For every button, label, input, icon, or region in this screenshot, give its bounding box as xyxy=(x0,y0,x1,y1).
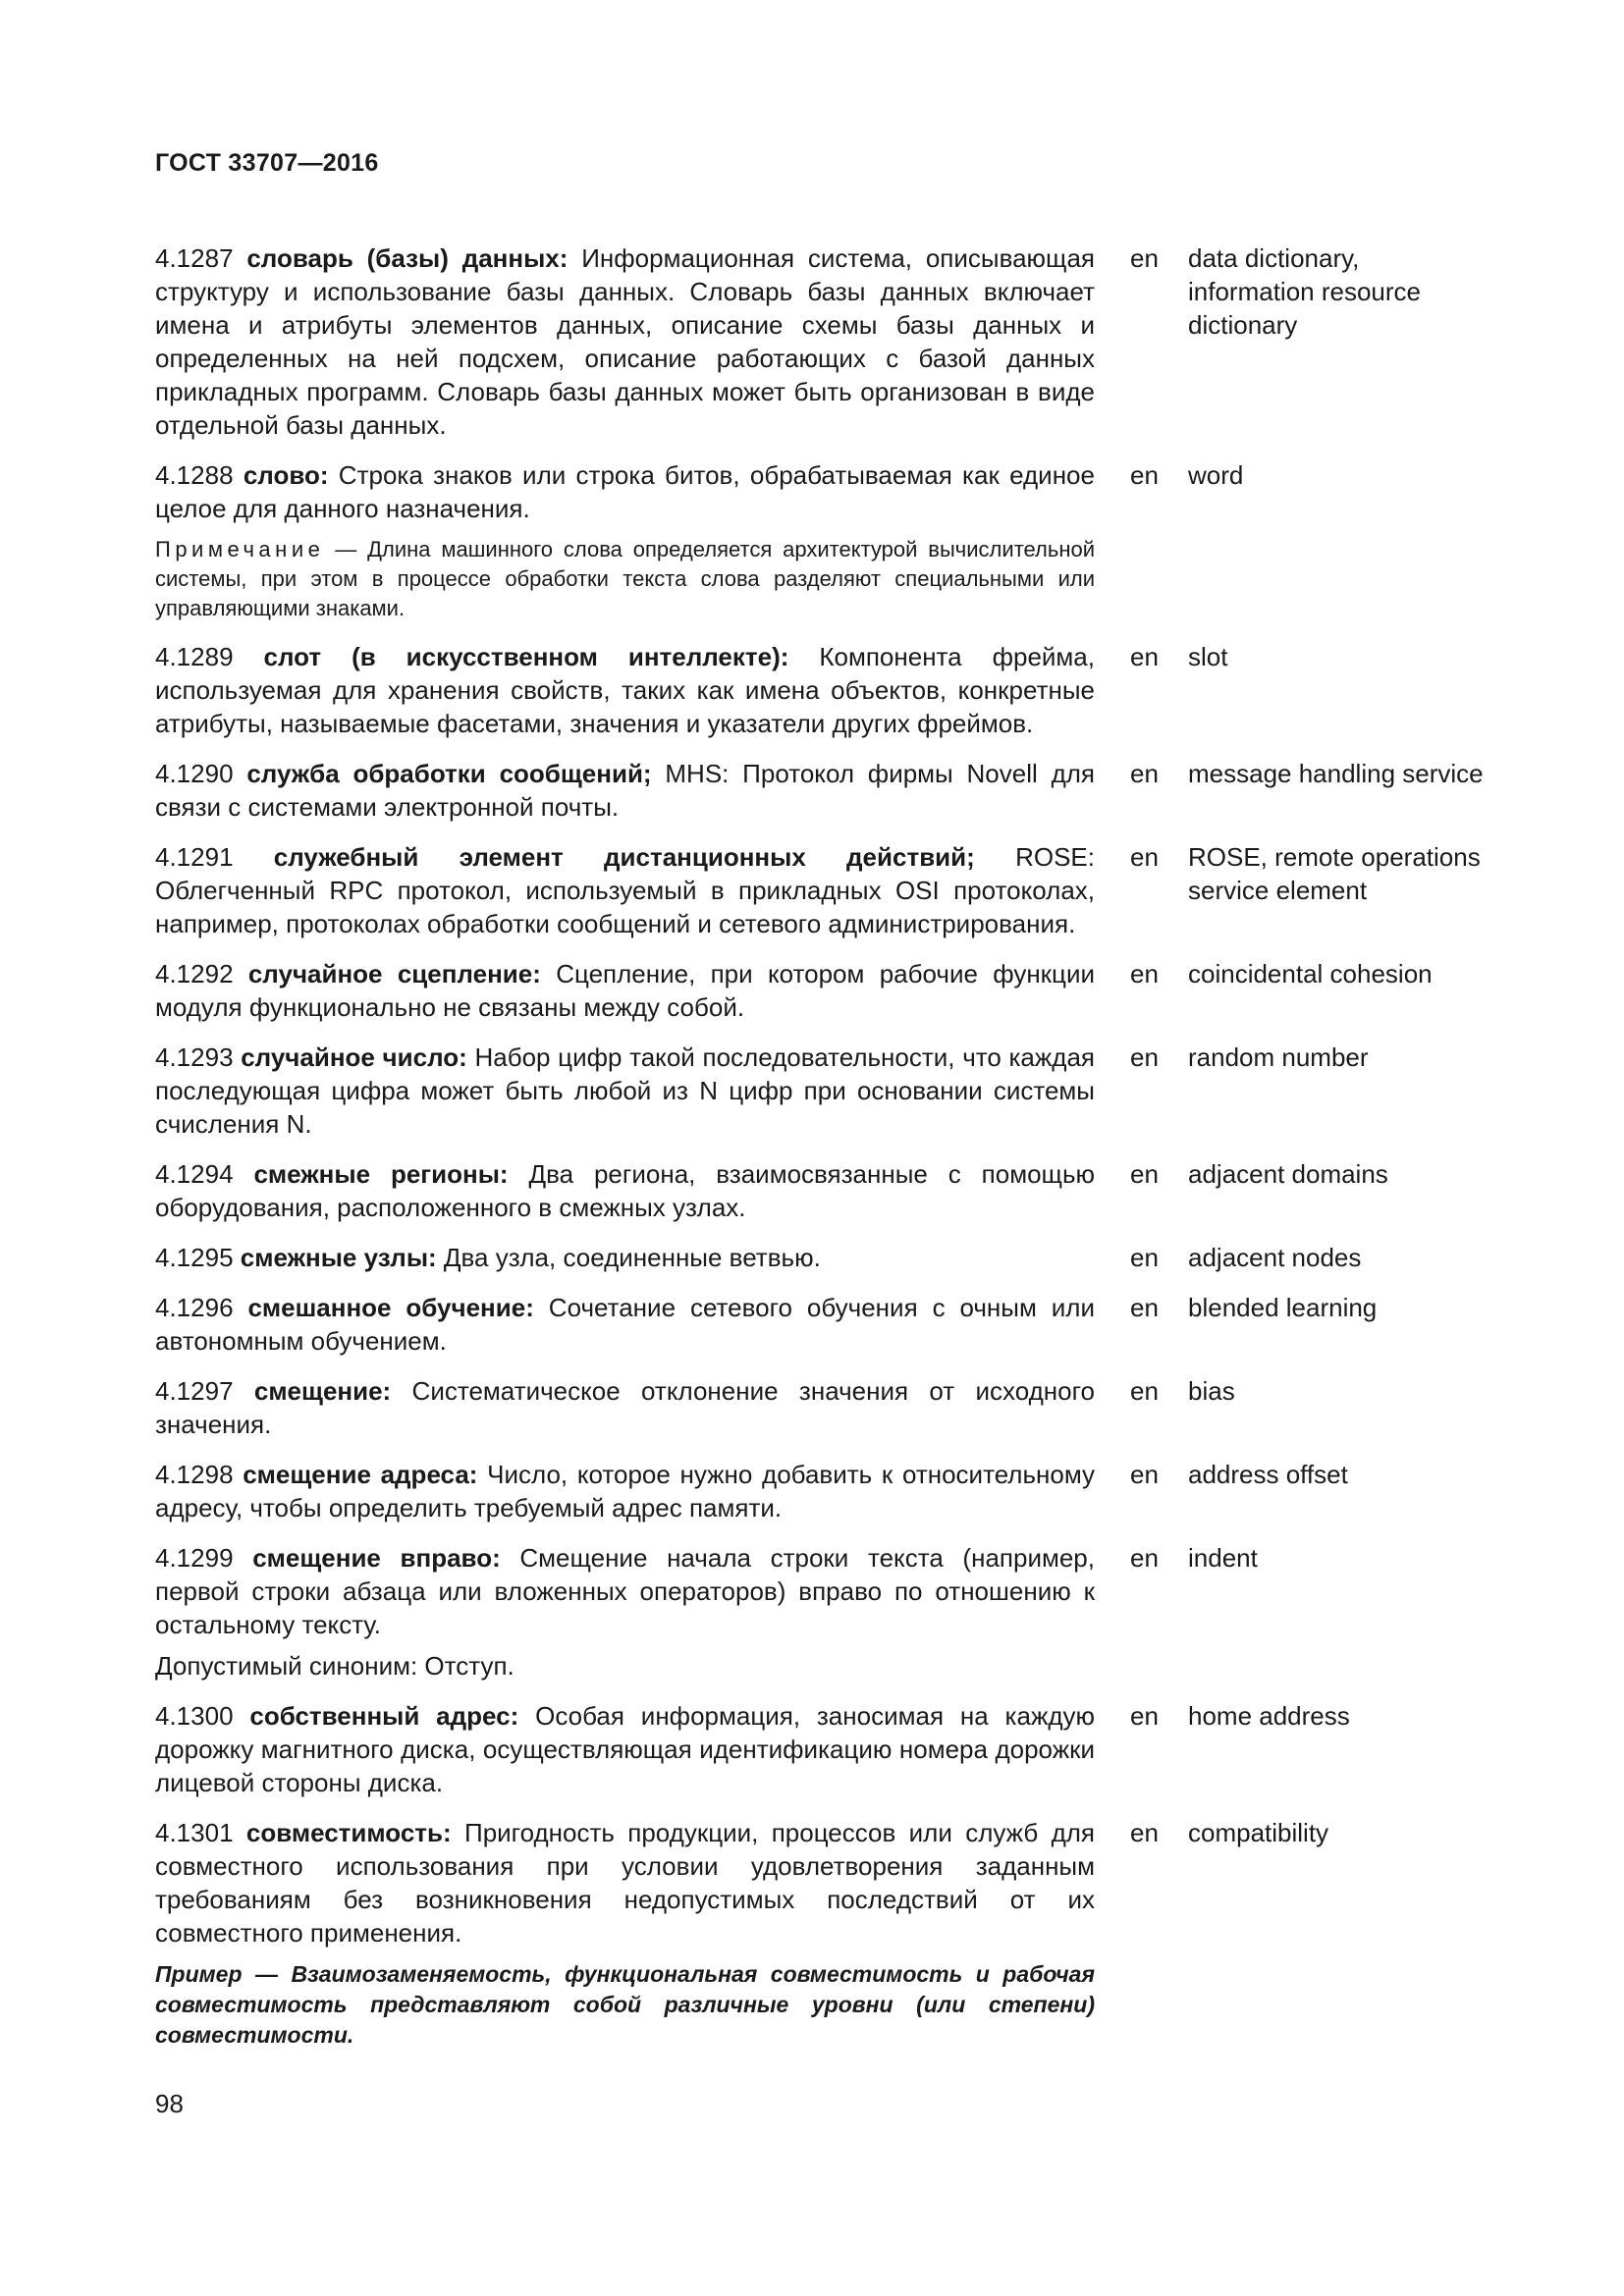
english-equivalent: indent xyxy=(1188,1543,1258,1573)
english-equivalent: compatibility xyxy=(1188,1818,1329,1847)
term-entry xyxy=(155,840,1490,940)
term-entry xyxy=(155,757,1490,824)
term-name: случайное число: xyxy=(241,1042,467,1072)
language-code: en xyxy=(1130,642,1159,671)
definition-text: Два узла, соединенные ветвью. xyxy=(443,1243,821,1272)
russian-definition xyxy=(155,1374,1095,1441)
language-code: en xyxy=(1130,1159,1159,1189)
term-number: 4.1292 xyxy=(155,959,234,988)
term-number: 4.1291 xyxy=(155,842,234,872)
term-name: слот (в искусственном интеллекте): xyxy=(263,642,789,671)
term-entry xyxy=(155,1699,1490,1799)
russian-definition xyxy=(155,458,1095,623)
english-equivalent: data dictionary, information resource dictionary xyxy=(1188,243,1421,340)
note-label: Примечание xyxy=(155,537,325,561)
russian-definition xyxy=(155,1041,1095,1141)
definition-text: Особая информация, заносимая на каждую дорожку магнитного диска, осуществляющая идентификацию номера дорожки лицевой стороны диска. xyxy=(155,1701,1096,1797)
english-equivalent: word xyxy=(1188,460,1244,490)
term-name: совместимость: xyxy=(245,1818,452,1847)
definition-paragraph xyxy=(155,757,1095,824)
term-number: 4.1296 xyxy=(155,1293,234,1322)
term-number: 4.1300 xyxy=(155,1701,234,1731)
synonym: Допустимый синоним: Отступ. xyxy=(155,1651,514,1681)
russian-definition xyxy=(155,1241,1095,1274)
document-header: ГОСТ 33707—2016 xyxy=(155,149,379,177)
russian-definition xyxy=(155,241,1095,442)
definition-text: Пригодность продукции, процессов или служб для совместного использования при условии удовлетворения заданным требованиям без возникновения недопустимых последствий от их совместного применения. xyxy=(155,1818,1095,1948)
definition-paragraph xyxy=(155,1699,1095,1799)
english-equivalent: bias xyxy=(1188,1376,1235,1406)
definition-paragraph xyxy=(155,241,1095,442)
note xyxy=(155,535,1095,623)
russian-definition xyxy=(155,640,1095,740)
english-equivalent: slot xyxy=(1188,642,1228,671)
definition-text: Сочетание сетевого обучения с очным или автономным обучением. xyxy=(155,1293,1095,1356)
term-entry xyxy=(155,1241,1490,1274)
term-number: 4.1290 xyxy=(155,759,234,788)
term-number: 4.1289 xyxy=(155,642,234,671)
term-name: смежные регионы: xyxy=(253,1159,509,1189)
term-entry xyxy=(155,458,1490,623)
term-entries xyxy=(155,241,1490,2067)
definition-text: Два региона, взаимосвязанные с помощью оборудования, расположенного в смежных узлах. xyxy=(155,1159,1095,1222)
language-code: en xyxy=(1130,1818,1159,1847)
language-code: en xyxy=(1130,1460,1159,1489)
definition-paragraph xyxy=(155,1241,1095,1274)
definition-paragraph xyxy=(155,640,1095,740)
english-equivalent: adjacent domains xyxy=(1188,1159,1388,1189)
language-code: en xyxy=(1130,959,1159,988)
term-number: 4.1287 xyxy=(155,243,234,273)
language-code: en xyxy=(1130,759,1159,788)
term-name: собственный адрес: xyxy=(249,1701,519,1731)
example: Пример — Взаимозаменяемость, функциональная совместимость и рабочая совместимость представляют собой различные уровни (или степени) совместимости. xyxy=(155,1961,1095,2048)
language-code: en xyxy=(1130,1376,1159,1406)
term-entry xyxy=(155,1291,1490,1358)
term-entry xyxy=(155,957,1490,1024)
english-equivalent: home address xyxy=(1188,1701,1350,1731)
term-entry xyxy=(155,1041,1490,1141)
term-name: служба обработки сообщений; xyxy=(246,759,652,788)
russian-definition xyxy=(155,1541,1095,1682)
term-number: 4.1293 xyxy=(155,1042,234,1072)
definition-paragraph xyxy=(155,1816,1095,1949)
term-entry xyxy=(155,1458,1490,1524)
english-equivalent: ROSE, remote operations service element xyxy=(1188,842,1481,905)
definition-paragraph xyxy=(155,1458,1095,1524)
russian-definition xyxy=(155,1291,1095,1358)
term-entry xyxy=(155,1541,1490,1682)
page-number: 98 xyxy=(155,2089,184,2118)
english-equivalent: adjacent nodes xyxy=(1188,1243,1362,1272)
term-number: 4.1301 xyxy=(155,1818,234,1847)
term-number: 4.1288 xyxy=(155,460,234,490)
definition-text: Набор цифр такой последовательности, что каждая последующая цифра может быть любой из N цифр при основании системы счисления N. xyxy=(155,1042,1095,1139)
russian-definition xyxy=(155,757,1095,824)
term-number: 4.1299 xyxy=(155,1543,234,1573)
term-entry xyxy=(155,640,1490,740)
term-entry xyxy=(155,1157,1490,1224)
language-code: en xyxy=(1130,1293,1159,1322)
term-name: смещение вправо: xyxy=(252,1543,501,1573)
definition-text: Число, которое нужно добавить к относительному адресу, чтобы определить требуемый адрес памяти. xyxy=(155,1460,1095,1522)
definition-paragraph xyxy=(155,1157,1095,1224)
definition-paragraph xyxy=(155,1374,1095,1441)
definition-paragraph xyxy=(155,458,1095,525)
russian-definition xyxy=(155,840,1095,940)
definition-paragraph xyxy=(155,1041,1095,1141)
russian-definition xyxy=(155,1157,1095,1224)
term-entry xyxy=(155,241,1490,442)
russian-definition xyxy=(155,1458,1095,1524)
english-equivalent: blended learning xyxy=(1188,1293,1378,1322)
definition-text: Сцепление, при котором рабочие функции модуля функционально не связаны между собой. xyxy=(155,959,1095,1022)
english-equivalent: coincidental cohesion xyxy=(1188,959,1433,988)
language-code: en xyxy=(1130,1243,1159,1272)
language-code: en xyxy=(1130,243,1159,273)
term-name: смежные узлы: xyxy=(240,1243,437,1272)
term-name: смешанное обучение: xyxy=(247,1293,534,1322)
language-code: en xyxy=(1130,460,1159,490)
definition-text: Смещение начала строки текста (например, первой строки абзаца или вложенных операторов) вправо по отношению к остальному тексту. xyxy=(155,1543,1095,1639)
term-name: служебный элемент дистанционных действий; xyxy=(273,842,975,872)
definition-text: MHS: Протокол фирмы Novell для связи с системами электронной почты. xyxy=(155,759,1095,822)
term-number: 4.1294 xyxy=(155,1159,234,1189)
russian-definition xyxy=(155,957,1095,1024)
definition-text: ROSE: Облегченный RPC протокол, используемый в прикладных OSI протоколах, например, протоколах обработки сообщений и сетевого администрирования. xyxy=(155,842,1095,938)
term-name: словарь (базы) данных: xyxy=(246,243,568,273)
russian-definition xyxy=(155,1699,1095,1799)
definition-text: Строка знаков или строка битов, обрабатываемая как единое целое для данного назначения. xyxy=(155,460,1095,523)
language-code: en xyxy=(1130,1042,1159,1072)
term-number: 4.1295 xyxy=(155,1243,234,1272)
russian-definition xyxy=(155,1816,1095,2051)
term-name: смещение: xyxy=(253,1376,392,1406)
definition-paragraph xyxy=(155,1291,1095,1358)
english-equivalent: message handling service xyxy=(1188,759,1484,788)
note-text: — Длина машинного слова определяется архитектурой вычислительной системы, при этом в процессе обработки текста слова разделяют специальными или управляющими знаками. xyxy=(155,537,1095,620)
definition-paragraph xyxy=(155,957,1095,1024)
definition-text: Компонента фрейма, используемая для хранения свойств, таких как имена объектов, конкретные атрибуты, называемые фасетами, значения и указатели других фреймов. xyxy=(155,642,1095,738)
term-entry xyxy=(155,1816,1490,2051)
term-name: смещение адреса: xyxy=(243,1460,478,1489)
english-equivalent: random number xyxy=(1188,1042,1369,1072)
language-code: en xyxy=(1130,1701,1159,1731)
definition-text: Информационная система, описывающая структуру и использование базы данных. Словарь базы данных включает имена и атрибуты элементов данных, описание схемы базы данных и определенных на ней подсхем, описание работающих с базой данных прикладных программ. Словарь базы данных может быть организован в виде отдельной базы данных. xyxy=(155,243,1095,440)
english-equivalent: address offset xyxy=(1188,1460,1348,1489)
definition-text: Систематическое отклонение значения от исходного значения. xyxy=(155,1376,1095,1439)
term-name: случайное сцепление: xyxy=(247,959,541,988)
language-code: en xyxy=(1130,1543,1159,1573)
term-number: 4.1298 xyxy=(155,1460,234,1489)
language-code: en xyxy=(1130,842,1159,872)
term-name: слово: xyxy=(243,460,329,490)
definition-paragraph xyxy=(155,1541,1095,1641)
definition-paragraph xyxy=(155,840,1095,940)
term-entry xyxy=(155,1374,1490,1441)
term-number: 4.1297 xyxy=(155,1376,234,1406)
